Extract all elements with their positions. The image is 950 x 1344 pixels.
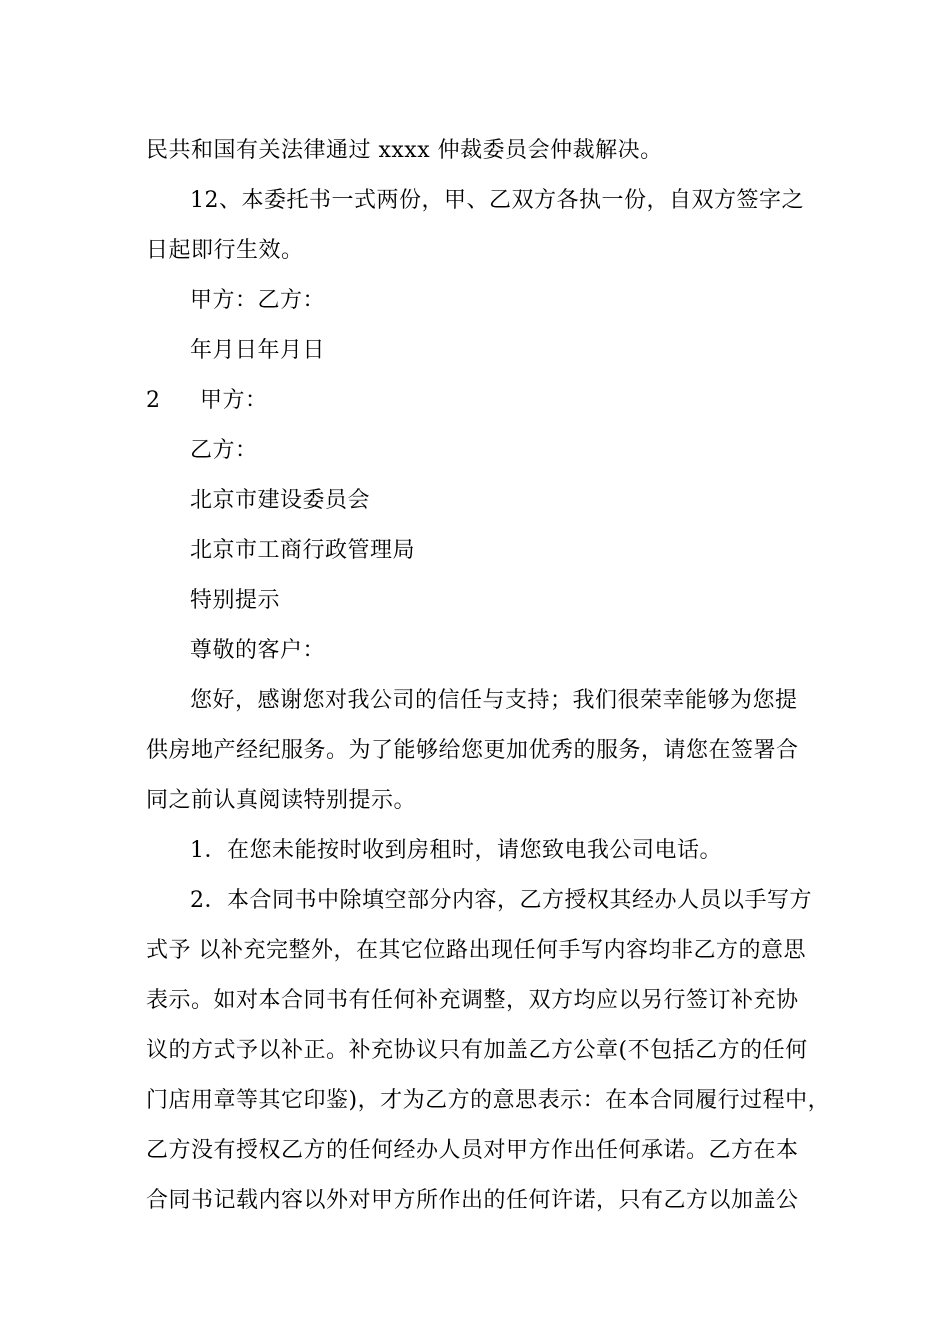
text-line: 表示。如对本合同书有任何补充调整，双方均应以另行签订补充协 (146, 988, 799, 1013)
text-line: 北京市建设委员会 (190, 488, 371, 513)
page-number: 2 (146, 388, 160, 413)
text-line: 乙方： (190, 438, 258, 463)
text-line: 12、本委托书一式两份，甲、乙双方各执一份，自双方签字之 (190, 188, 804, 213)
list-item: 2．本合同书中除填空部分内容，乙方授权其经办人员以手写方 (190, 888, 812, 913)
text-line: 式予 以补充完整外，在其它位路出现任何手写内容均非乙方的意思 (146, 938, 806, 963)
section-heading: 特别提示 (190, 588, 281, 613)
text-line: 议的方式予以补正。补充协议只有加盖乙方公章(不包括乙方的任何 (146, 1038, 808, 1063)
text-line: 门店用章等其它印鉴)，才为乙方的意思表示：在本合同履行过程中， (146, 1088, 831, 1113)
text-line: 合同书记载内容以外对甲方所作出的任何许诺，只有乙方以加盖公 (146, 1188, 799, 1213)
text-line: 甲方： (200, 388, 268, 413)
text-line: 北京市工商行政管理局 (190, 538, 416, 563)
text-line: 同之前认真阅读特别提示。 (146, 788, 417, 813)
text-line: 日起即行生效。 (146, 238, 304, 263)
text-line: 甲方：乙方： (190, 288, 326, 313)
salutation: 尊敬的客户： (190, 638, 326, 663)
text-line: 您好，感谢您对我公司的信任与支持；我们很荣幸能够为您提 (190, 688, 798, 713)
text-line: 年月日年月日 (190, 338, 326, 363)
text-line: 供房地产经纪服务。为了能够给您更加优秀的服务，请您在签署合 (146, 738, 799, 763)
list-item: 1．在您未能按时收到房租时，请您致电我公司电话。 (190, 838, 722, 863)
text-line: 乙方没有授权乙方的任何经办人员对甲方作出任何承诺。乙方在本 (146, 1138, 799, 1163)
text-line: 民共和国有关法律通过 xxxx 仲裁委员会仲裁解决。 (146, 138, 663, 163)
